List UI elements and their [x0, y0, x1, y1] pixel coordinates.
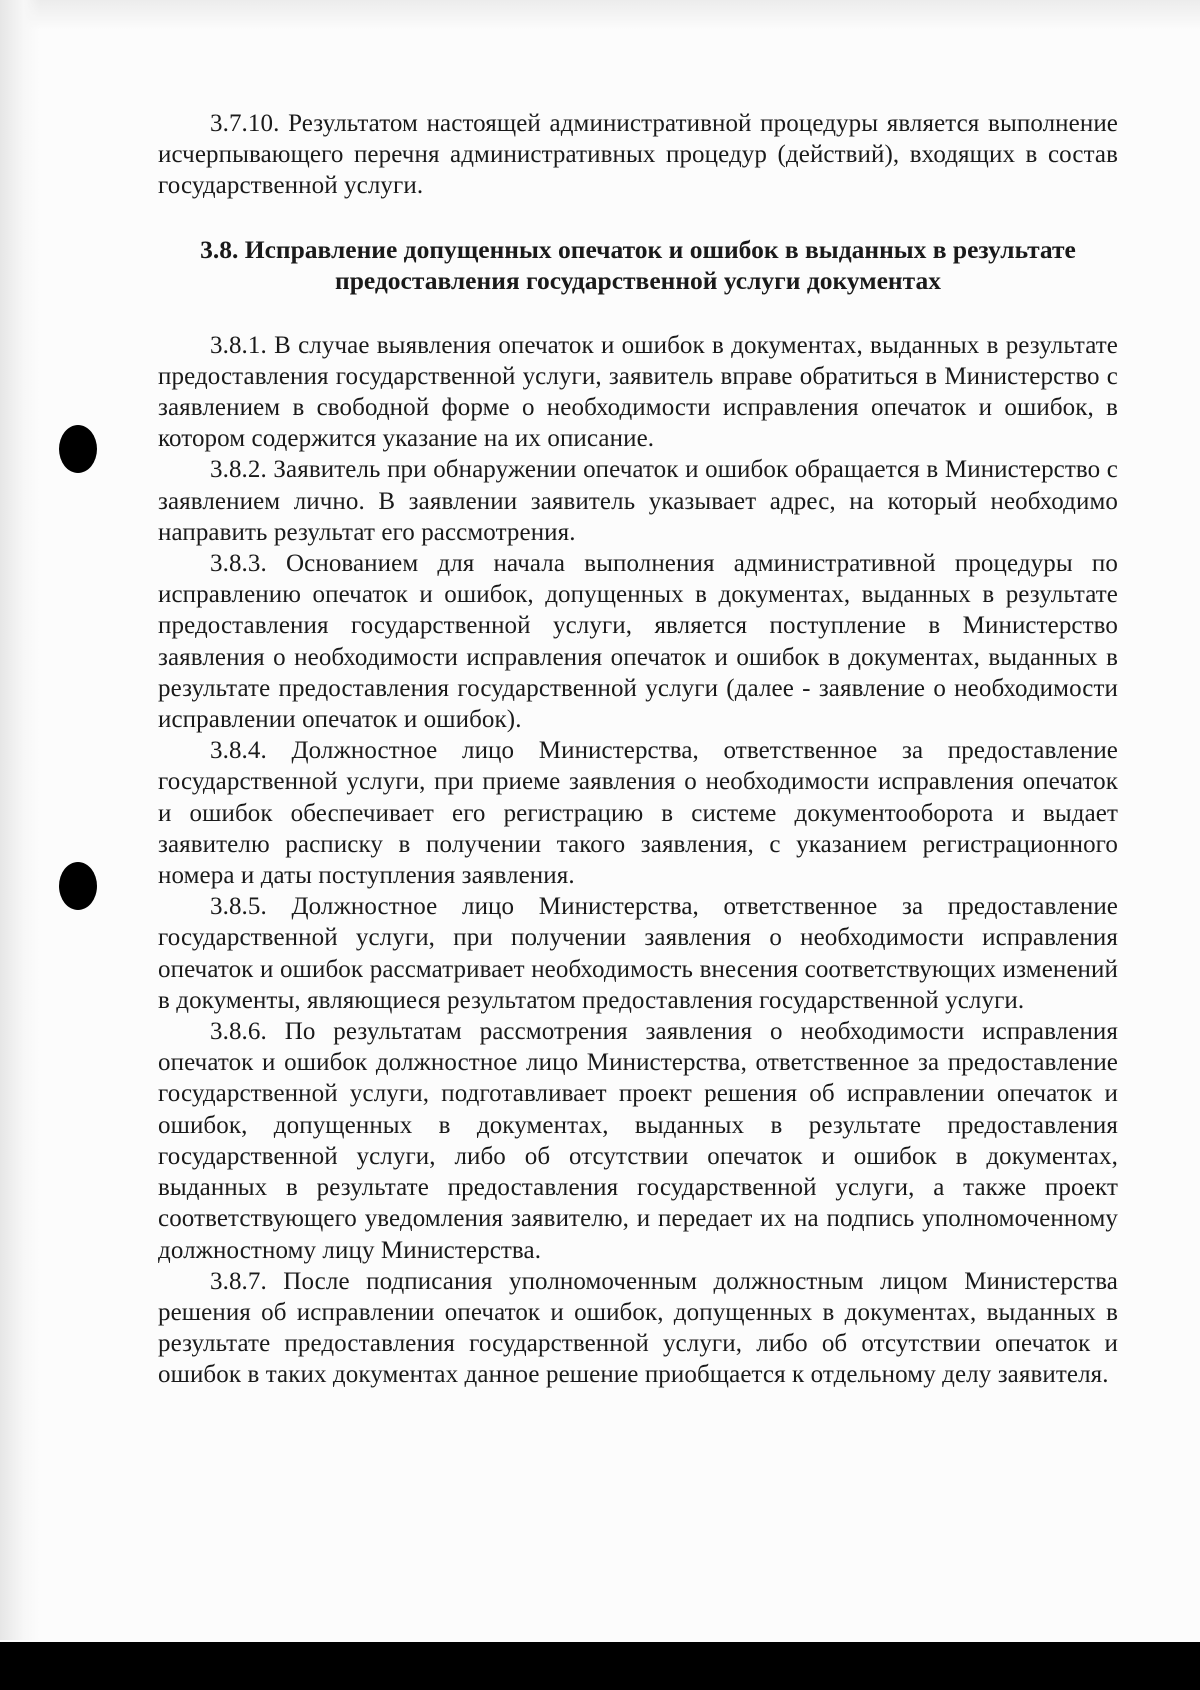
paragraph-3-8-4: 3.8.4. Должностное лицо Министерства, ответственное за предоставление государственной услуги, при приеме заявления о необходимости исправления опечаток и ошибок обеспечивает его регистрацию в системе документооборота и выдает заявителю расписку в получении такого заявления, с указанием регистрационного номера и даты поступления заявления.	[158, 737, 1118, 890]
paragraph-3-8-2: 3.8.2. Заявитель при обнаружении опечаток и ошибок обращается в Министерство с заявлением лично. В заявлении заявитель указывает адрес, на который необходимо направить результат его рассмотрения.	[158, 456, 1118, 546]
punch-hole-mark	[59, 862, 97, 910]
scan-shadow-top	[0, 0, 1200, 30]
paragraph-3-8-7: 3.8.7. После подписания уполномоченным должностным лицом Министерства решения об исправлении опечаток и ошибок, допущенных в документах, выданных в результате предоставления государственной услуги, либо об отсутствии опечаток и ошибок в таких документах данное решение приобщается к отдельному делу заявителя.	[158, 1267, 1118, 1389]
intro-paragraph: 3.7.10. Результатом настоящей административной процедуры является выполнение исчерпывающего перечня административных процедур (действий), входящих в состав государственной услуги.	[158, 110, 1118, 200]
paragraph-3-8-6: 3.8.6. По результатам рассмотрения заявления о необходимости исправления опечаток и ошибок должностное лицо Министерства, ответственное за предоставление государственной услуги, подготавливает проект решения об исправлении опечаток и ошибок, допущенных в документах, выданных в результате предоставления государственной услуги, либо об отсутствии опечаток и ошибок в документах, выданных в результате предоставления государственной услуги, а также проект соответствующего уведомления заявителю, и передает их на подпись уполномоченному должностному лицу Министерства.	[158, 1018, 1118, 1264]
scan-bottom-border	[0, 1642, 1200, 1690]
paragraph-3-8-1: 3.8.1. В случае выявления опечаток и ошибок в документах, выданных в результате предоставления государственной услуги, заявитель вправе обратиться в Министерство с заявлением в свободной форме о необходимости исправления опечаток и ошибок, в котором содержится указание на их описание.	[158, 331, 1118, 453]
document-body	[158, 108, 1118, 1391]
scan-shadow-left	[0, 0, 40, 1640]
punch-hole-mark	[59, 425, 97, 473]
section-heading: 3.8. Исправление допущенных опечаток и ошибок в выданных в результате предоставления государственной услуги документах	[200, 234, 1076, 295]
paragraph-3-8-5: 3.8.5. Должностное лицо Министерства, ответственное за предоставление государственной услуги, при получении заявления о необходимости исправления опечаток и ошибок рассматривает необходимость внесения соответствующих изменений в документы, являющиеся результатом предоставления государственной услуги.	[158, 893, 1118, 1014]
paragraph-3-8-3: 3.8.3. Основанием для начала выполнения административной процедуры по исправлению опечаток и ошибок, допущенных в документах, выданных в результате предоставления государственной услуги, является поступление в Министерство заявления о необходимости исправления опечаток и ошибок в документах, выданных в результате предоставления государственной услуги (далее - заявление о необходимости исправлении опечаток и ошибок).	[158, 550, 1118, 734]
